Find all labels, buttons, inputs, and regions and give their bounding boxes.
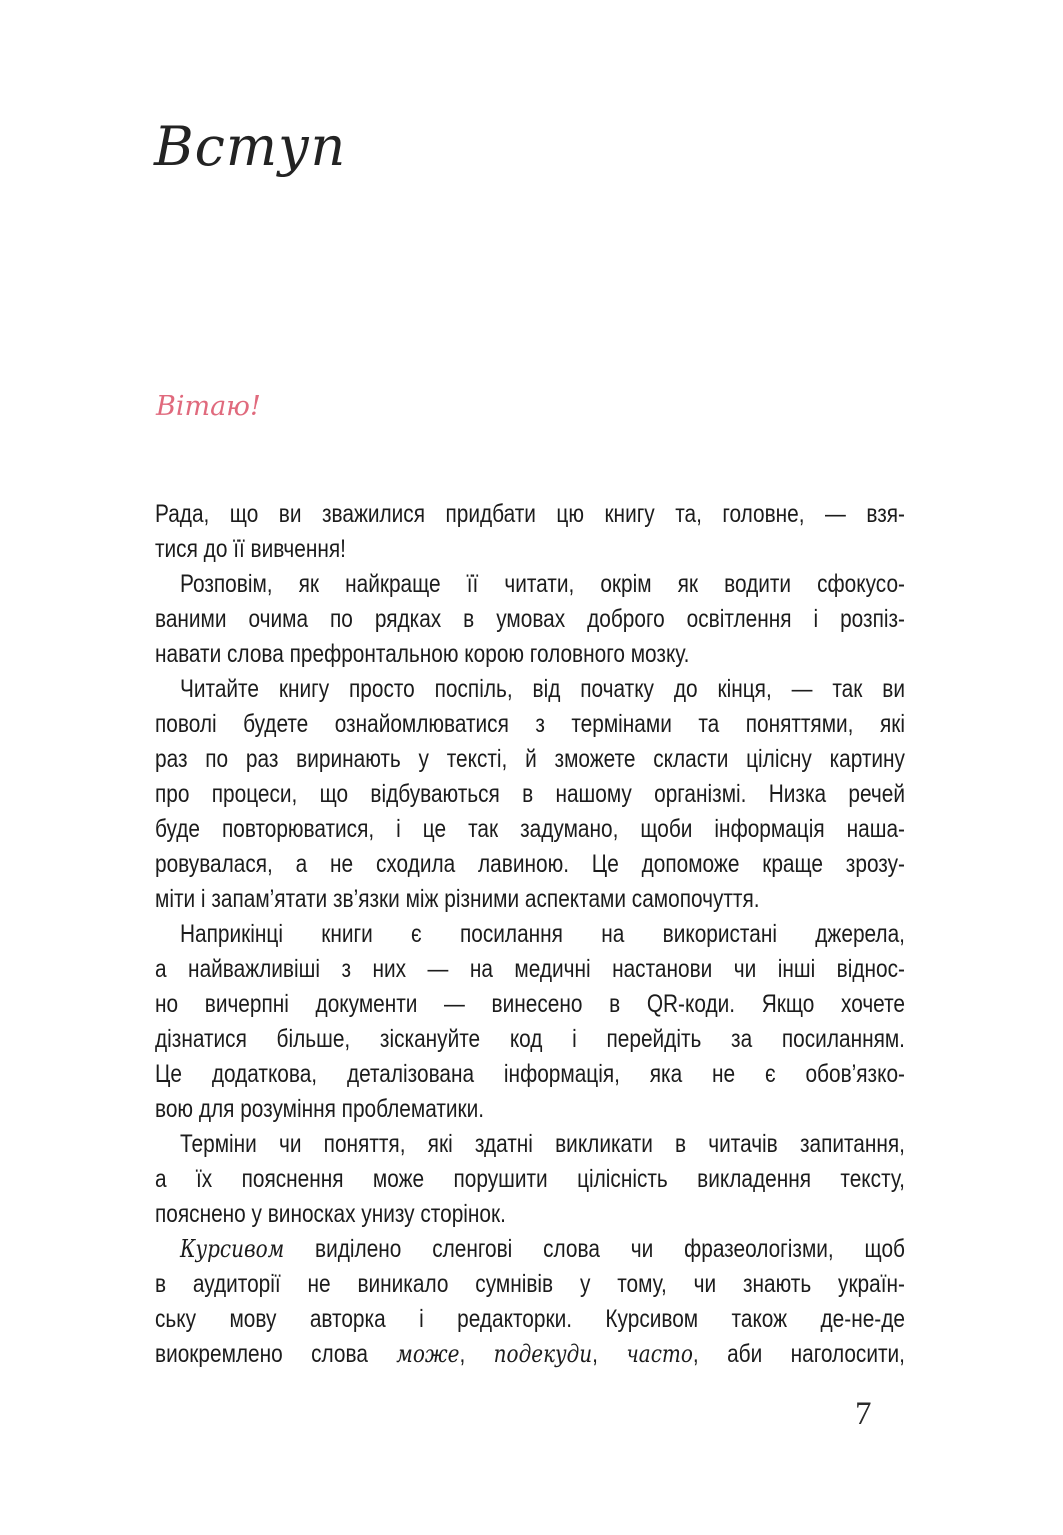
body-text-segment: ську мову авторка і редакторки. Курсивом також де-не-де [155, 1305, 905, 1333]
body-line [155, 672, 905, 707]
body-text-segment: Це додаткова, деталізована інформація, яка не є обов’язко- [155, 1060, 905, 1088]
body-line [155, 777, 905, 812]
body-line [155, 812, 905, 847]
body-line [155, 847, 905, 882]
body-line [155, 532, 905, 567]
body-text [155, 497, 905, 1372]
body-text-segment: а найважливіші з них — на медичні настанови чи інші віднос- [155, 955, 905, 983]
body-line [155, 1232, 905, 1267]
body-text-segment: , [592, 1340, 627, 1368]
body-text-segment: но вичерпні документи — винесено в QR-коди. Якщо хочете [155, 990, 905, 1018]
body-text-segment: Розповім, як найкраще її читати, окрім як водити сфокусо- [179, 570, 905, 598]
body-text-segment: виокремлено слова [155, 1340, 397, 1368]
body-line [155, 1162, 905, 1197]
body-text-segment: міти і запам’ятати зв’язки між різними аспектами самопочуття. [155, 885, 760, 913]
body-line [155, 637, 905, 672]
body-line [155, 952, 905, 987]
body-line [155, 987, 905, 1022]
page-number: 7 [855, 1396, 872, 1432]
body-text-segment: , аби наголосити, [692, 1340, 905, 1368]
body-line [155, 1337, 905, 1372]
chapter-title: Вступ [154, 115, 347, 178]
body-text-segment: про процеси, що відбуваються в нашому організмі. Низка речей [155, 780, 905, 808]
body-line [155, 1267, 905, 1302]
body-text-segment: , [459, 1340, 494, 1368]
body-text-segment: виділено сленгові слова чи фразеологізми, щоб [284, 1235, 905, 1263]
body-text-segment: пояснено у виносках унизу сторінок. [155, 1200, 506, 1228]
body-text-segment: Наприкінці книги є посилання на використані джерела, [179, 920, 905, 948]
body-text-segment: Рада, що ви зважилися придбати цю книгу та, головне, — взя- [155, 500, 905, 528]
body-text-segment: а їх пояснення може порушити цілісність викладення тексту, [155, 1165, 905, 1193]
body-line [155, 1197, 905, 1232]
body-text-segment: тися до її вивчення! [155, 535, 346, 563]
body-line [155, 567, 905, 602]
body-line [155, 707, 905, 742]
italic-term: Курсивом [179, 1235, 285, 1263]
body-line [155, 1127, 905, 1162]
body-line [155, 882, 905, 917]
body-text-segment: навати слова префронтальною корою головного мозку. [155, 640, 690, 668]
body-text-segment: дізнатися більше, зіскануйте код і перейдіть за посиланням. [155, 1025, 905, 1053]
italic-term: часто [626, 1340, 693, 1368]
body-line [155, 602, 905, 637]
body-text-segment: поволі будете ознайомлюватися з термінами та поняттями, які [155, 710, 905, 738]
body-text-segment: в аудиторії не виникало сумнівів у тому, чи знають україн- [155, 1270, 905, 1298]
body-text-segment: вою для розуміння проблематики. [155, 1095, 485, 1123]
greeting-heading: Вітаю! [156, 391, 261, 422]
body-line [155, 742, 905, 777]
body-text-segment: ровувалася, а не сходила лавиною. Це допоможе краще зрозу- [155, 850, 905, 878]
body-text-segment: буде повторюватися, і це так задумано, щоби інформація наша- [155, 815, 905, 843]
body-line [155, 1302, 905, 1337]
body-line [155, 1057, 905, 1092]
italic-term: подекуди [493, 1340, 593, 1368]
body-line [155, 1022, 905, 1057]
body-text-segment: Читайте книгу просто поспіль, від початку до кінця, — так ви [179, 675, 905, 703]
body-text-segment: раз по раз виринають у тексті, й зможете скласти цілісну картину [155, 745, 905, 773]
body-line [155, 497, 905, 532]
body-line [155, 917, 905, 952]
body-text-segment: Терміни чи поняття, які здатні викликати в читачів запитання, [179, 1130, 905, 1158]
body-text-segment: ваними очима по рядках в умовах доброго освітлення і розпіз- [155, 605, 905, 633]
italic-term: може [396, 1340, 460, 1368]
body-line [155, 1092, 905, 1127]
